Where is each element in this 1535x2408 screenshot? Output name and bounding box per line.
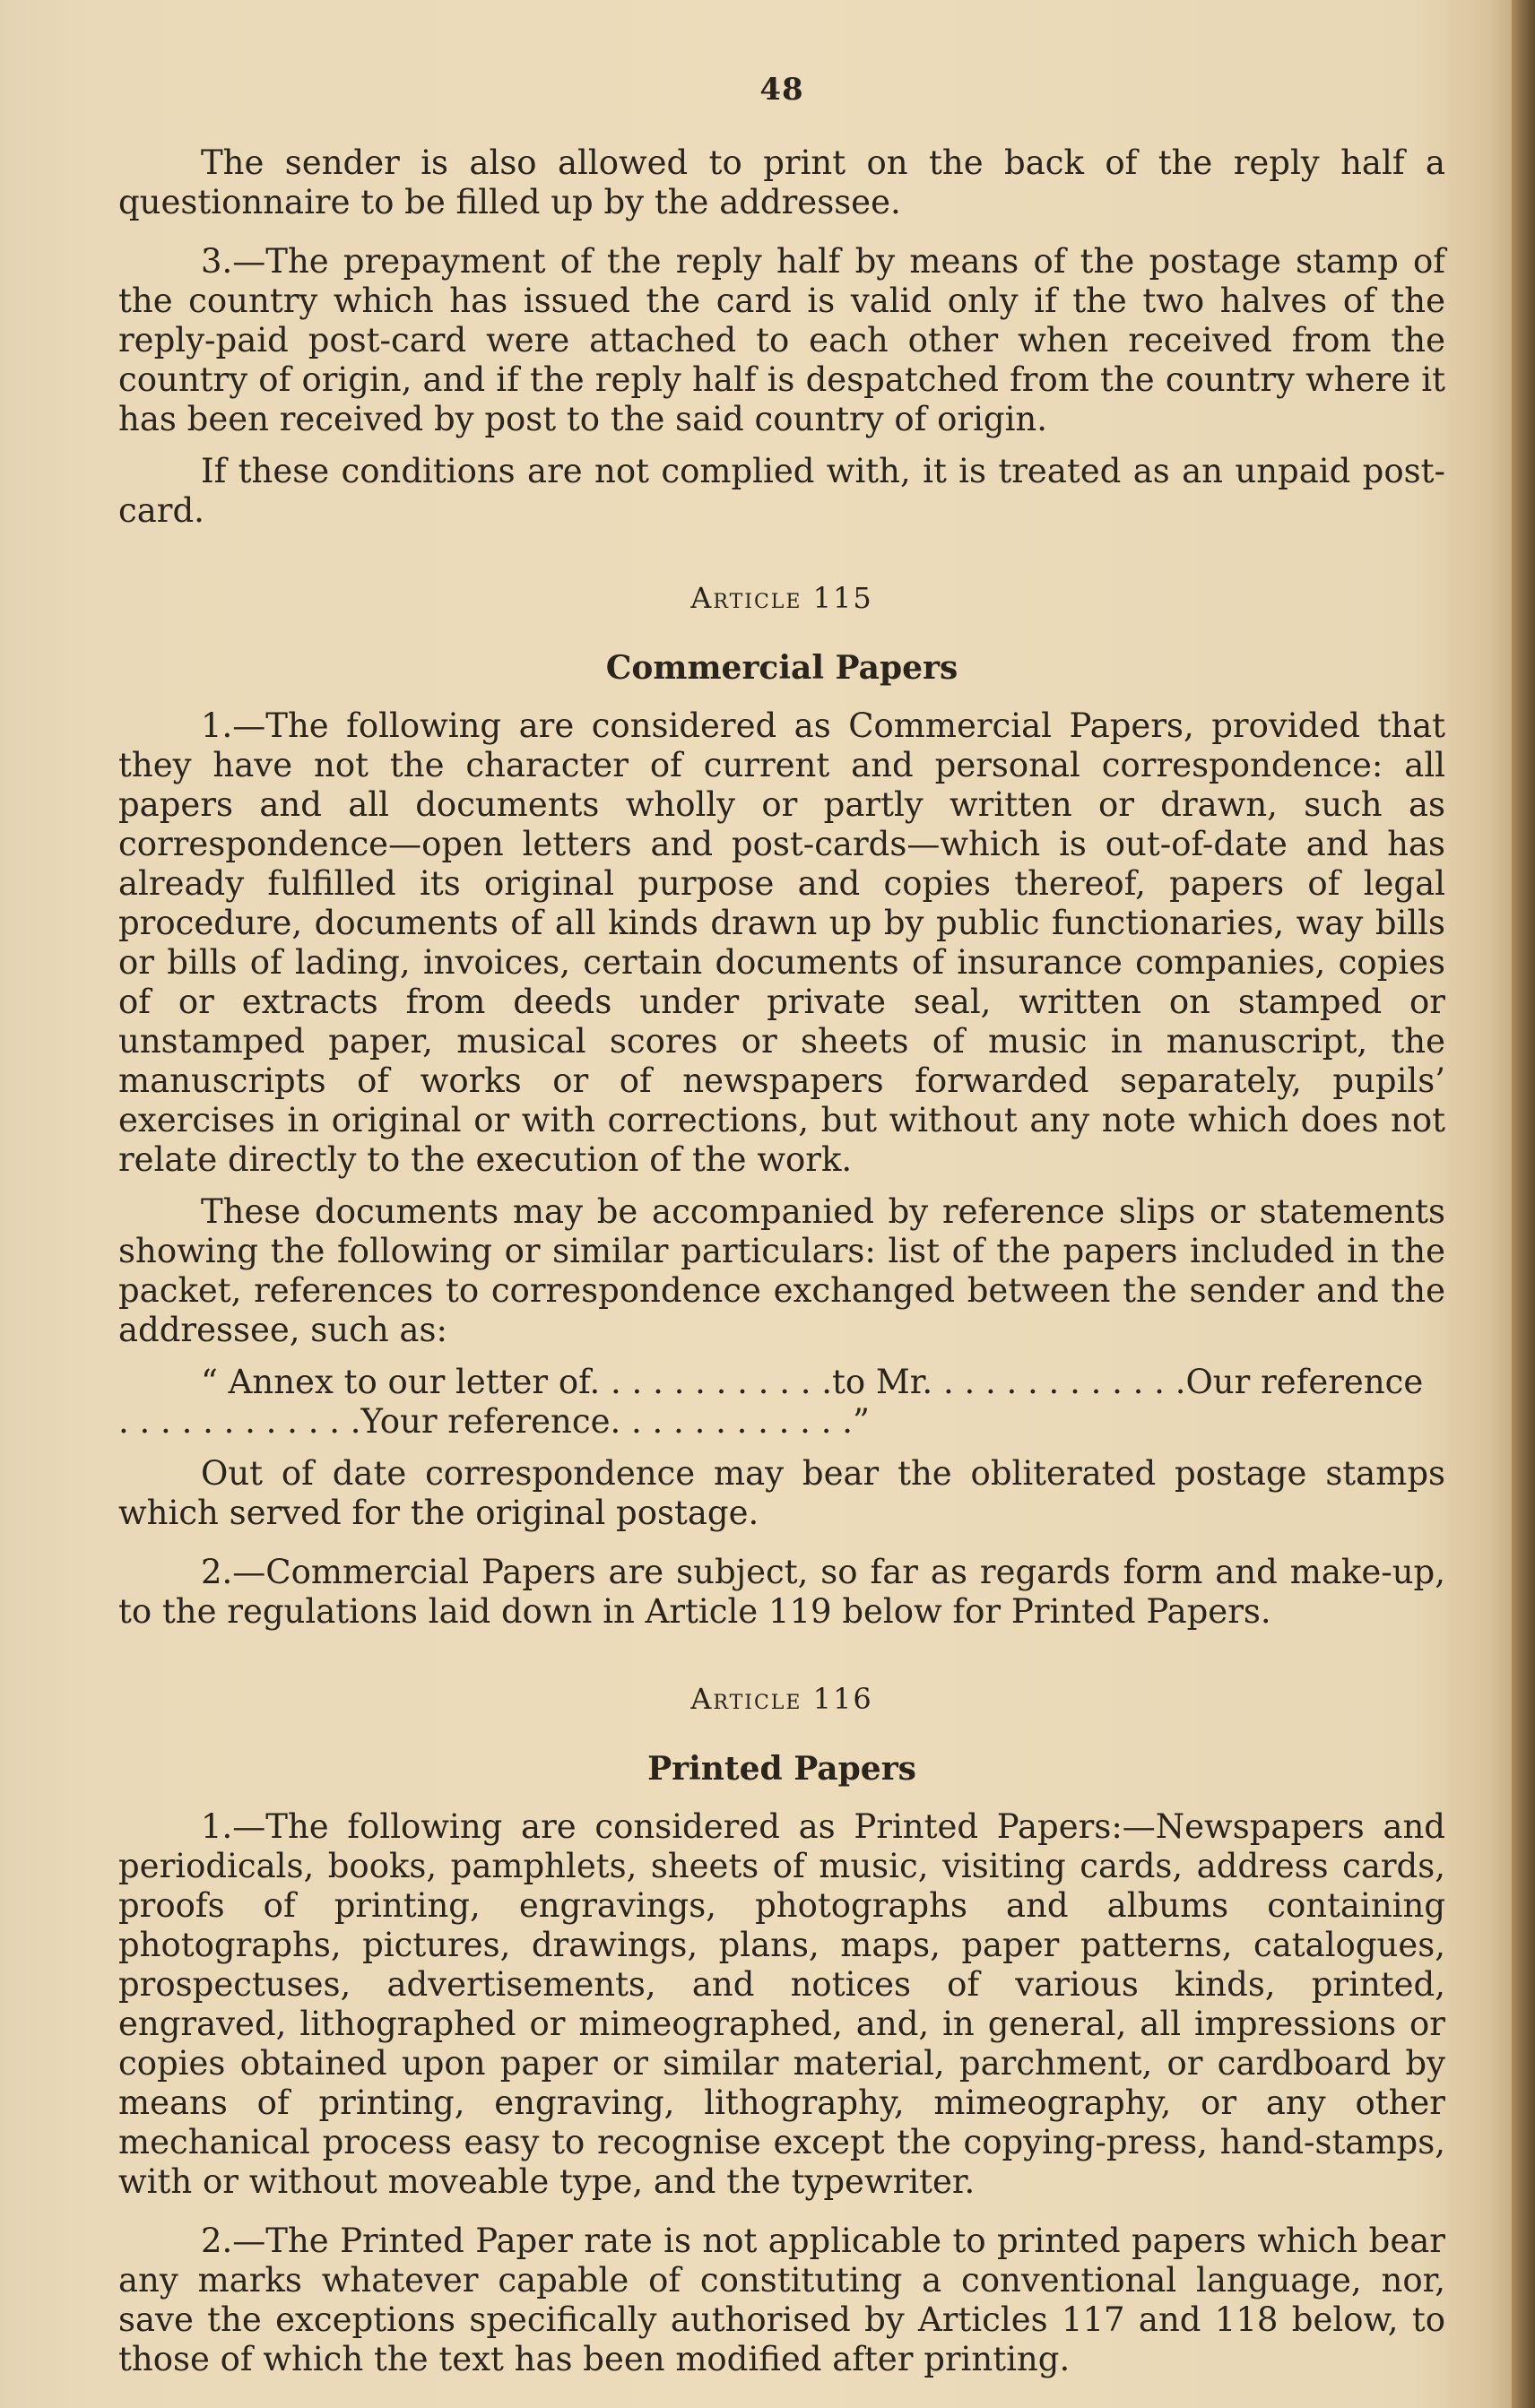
paragraph: 2.—The Printed Paper rate is not applicable to printed papers which bear any marks whatever capable of constituting a conventional language, nor, save the exceptions specifically authorised by Articles 117 and 118 below, to those of which the text has been modified after printing.: [118, 2222, 1445, 2378]
text-body: [118, 143, 1445, 2379]
paragraph: These documents may be accompanied by reference slips or statements showing the following or similar particulars: list of the papers included in the packet, references to correspondence exchanged between the sender and the addressee, such as:: [118, 1192, 1445, 1349]
paragraph: 1.—The following are considered as Printed Papers:—Newspapers and periodicals, books, pamphlets, sheets of music, visiting cards, address cards, proofs of printing, engravings, photographs and albums containing photographs, pictures, drawings, plans, maps, paper patterns, catalogues, prospectuses, advertisements, and notices of various kinds, printed, engraved, lithographed or mimeographed, and, in general, all impressions or copies obtained upon paper or similar material, parchment, or cardboard by means of printing, engraving, lithography, mimeography, or any other mechanical process easy to recognise except the copying-press, hand-stamps, with or without moveable type, and the typewriter.: [118, 1807, 1445, 2201]
paragraph: “ Annex to our letter of. . . . . . . . . . . .to Mr. . . . . . . . . . . . .Our reference: [201, 1363, 1424, 1401]
article-heading: Article 115: [690, 581, 873, 615]
article-heading: Article 116: [690, 1682, 873, 1716]
paragraph: Out of date correspondence may bear the obliterated postage stamps which served for the original postage.: [118, 1454, 1445, 1532]
paragraph: If these conditions are not complied with, it is treated as an unpaid post-card.: [118, 452, 1445, 530]
paragraph: 3.—The prepayment of the reply half by means of the postage stamp of the country which has issued the card is valid only if the two halves of the reply-paid post-card were attached to each other when received from the country of origin, and if the reply half is despatched from the country where it has been received by post to the said country of origin.: [118, 242, 1445, 438]
book-spine: [1512, 0, 1535, 2408]
section-title: Commercial Papers: [605, 649, 958, 687]
section-title: Printed Papers: [647, 1750, 916, 1788]
paragraph: 1.—The following are considered as Commercial Papers, provided that they have not the character of current and personal correspondence: all papers and all documents wholly or partly written or drawn, such as correspondence—open letters and post-cards—which is out-of-date and has already fulfilled its original purpose and copies thereof, papers of legal procedure, documents of all kinds drawn up by public functionaries, way bills or bills of lading, invoices, certain documents of insurance companies, copies of or extracts from deeds under private seal, written on stamped or unstamped paper, musical scores or sheets of music in manuscript, the manuscripts of works or of newspapers forwarded separately, pupils’ exercises in original or with corrections, but without any note which does not relate directly to the execution of the work.: [118, 706, 1445, 1179]
dotted-reference-line: . . . . . . . . . . . .Your reference. . . . . . . . . . . .”: [118, 1402, 870, 1441]
paragraph: The sender is also allowed to print on the back of the reply half a questionnaire to be filled up by the addressee.: [118, 143, 1445, 221]
paragraph: 2.—Commercial Papers are subject, so far as regards form and make-up, to the regulations laid down in Article 119 below for Printed Papers.: [118, 1553, 1445, 1631]
page-content: [118, 72, 1445, 2379]
page-number: 48: [759, 72, 804, 108]
